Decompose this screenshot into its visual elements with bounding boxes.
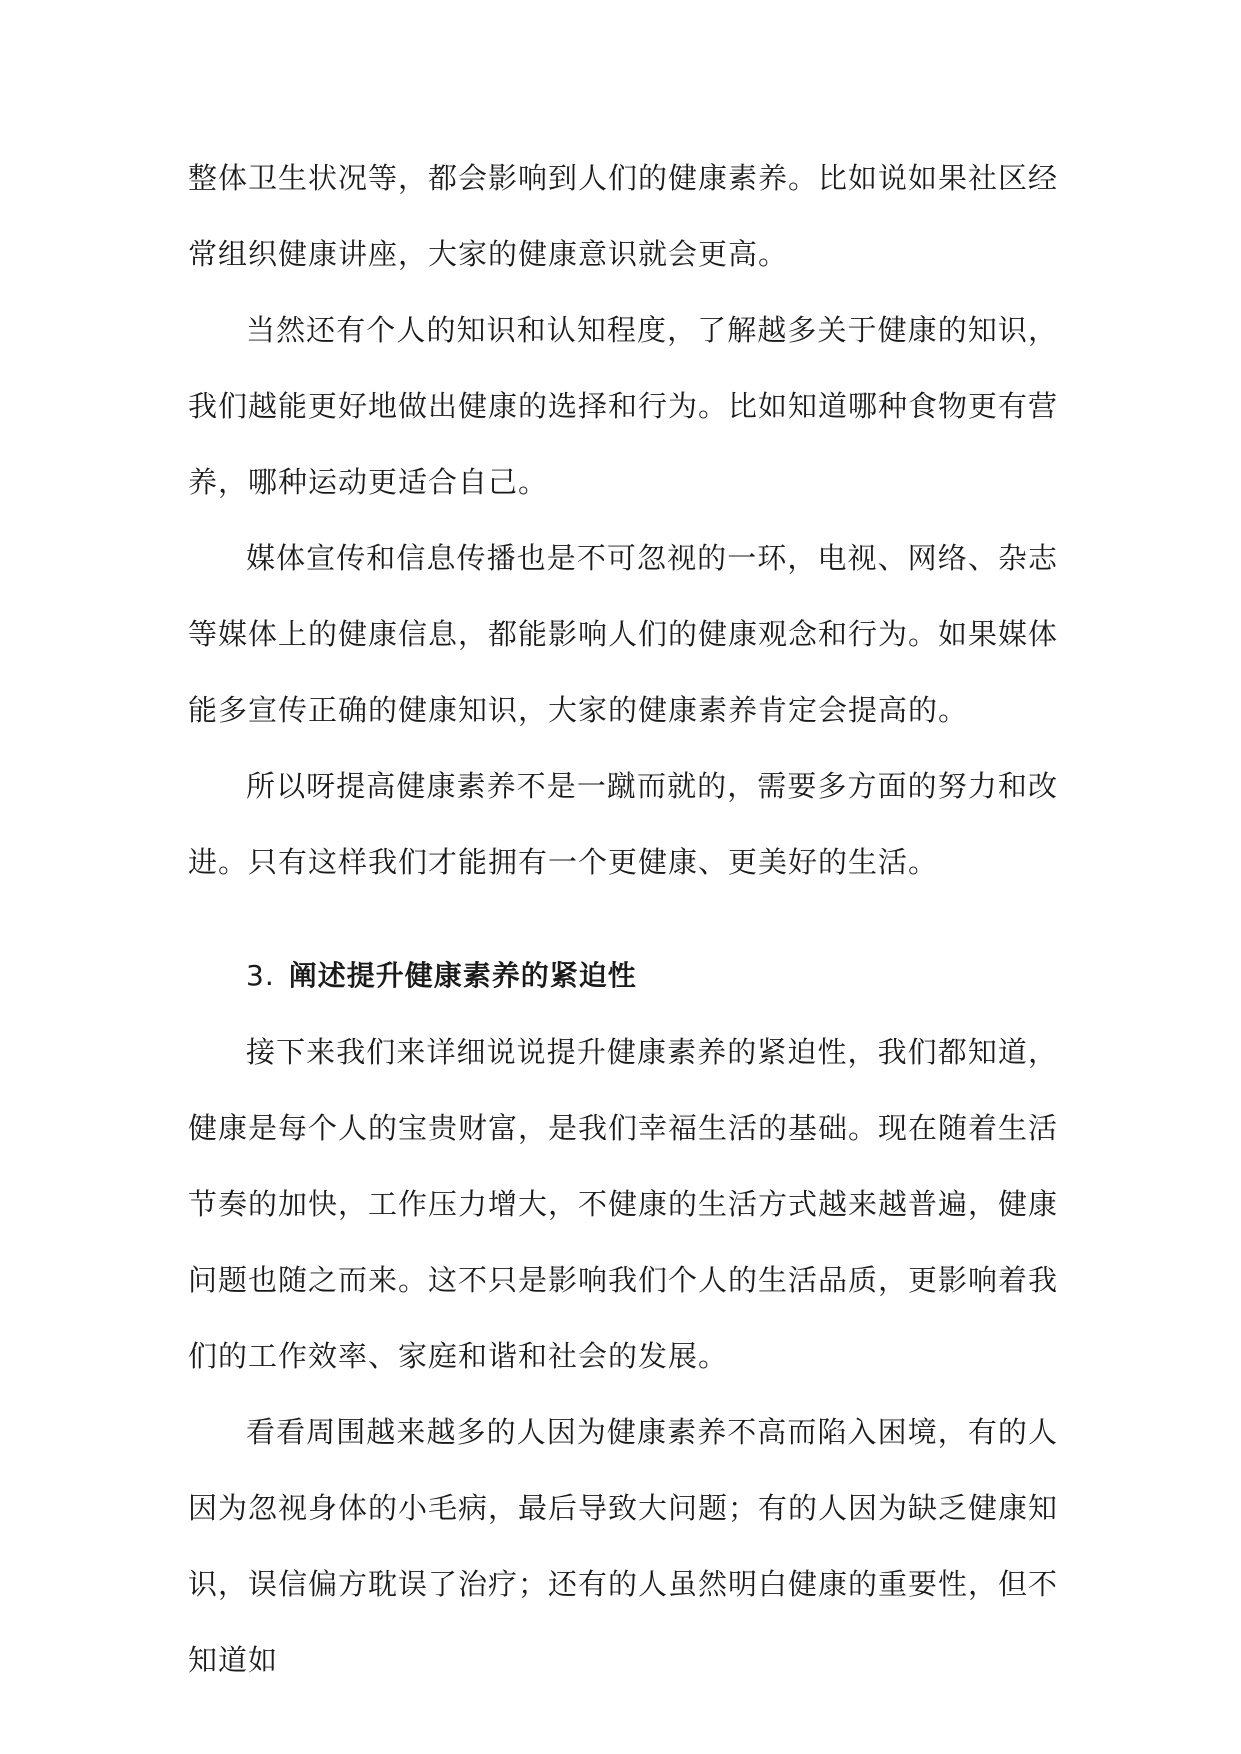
- paragraph-personal-knowledge: 当然还有个人的知识和认知程度，了解越多关于健康的知识，我们越能更好地做出健康的选择和行为。比如知道哪种食物更有营养，哪种运动更适合自己。: [188, 313, 1059, 499]
- paragraph-urgency: 接下来我们来详细说说提升健康素养的紧迫性，我们都知道，健康是每个人的宝贵财富，是我们幸福生活的基础。现在随着生活节奏的加快，工作压力增大，不健康的生活方式越来越普遍，健康问题也随之而来。这不只是影响我们个人的生活品质，更影响着我们的工作效率、家庭和谐和社会的发展。: [188, 1035, 1059, 1373]
- paragraph-hygiene-continuation: 整体卫生状况等，都会影响到人们的健康素养。比如说如果社区经常组织健康讲座，大家的健康意识就会更高。: [188, 161, 1059, 271]
- section-title: 阐述提升健康素养的紧迫性: [288, 959, 637, 992]
- section-number: 3.: [246, 959, 275, 992]
- document-body: [188, 140, 1058, 1698]
- paragraph-conclusion: 所以呀提高健康素养不是一蹴而就的，需要多方面的努力和改进。只有这样我们才能拥有一个更健康、更美好的生活。: [188, 769, 1058, 879]
- paragraph-media-influence: 媒体宣传和信息传播也是不可忽视的一环，电视、网络、杂志等媒体上的健康信息，都能影响人们的健康观念和行为。如果媒体能多宣传正确的健康知识，大家的健康素养肯定会提高的。: [188, 541, 1059, 727]
- section-heading: [188, 938, 1058, 1014]
- paragraph-examples: 看看周围越来越多的人因为健康素养不高而陷入困境，有的人因为忽视身体的小毛病，最后导致大问题；有的人因为缺乏健康知识，误信偏方耽误了治疗；还有的人虽然明白健康的重要性，但不知道如: [188, 1415, 1059, 1677]
